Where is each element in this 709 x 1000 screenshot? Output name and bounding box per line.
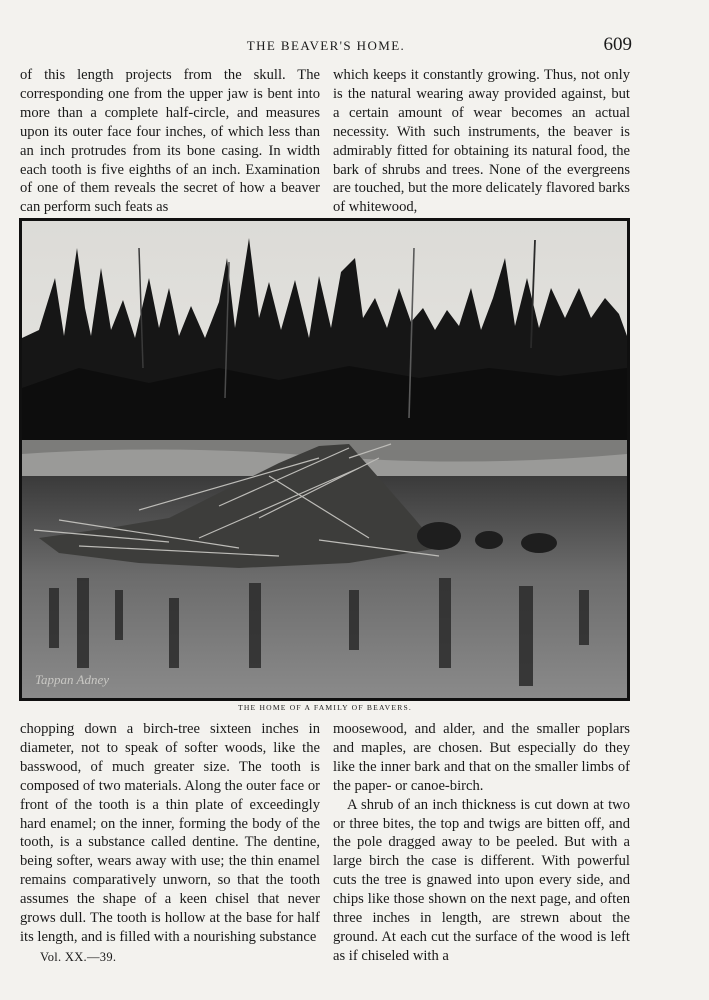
text-column-bottom-left [20,720,320,947]
figure-caption: THE HOME OF A FAMILY OF BEAVERS. [238,703,412,712]
illustration-art [19,218,630,701]
page-number: 609 [603,34,632,55]
volume-signature: Vol. XX.—39. [40,950,117,964]
paragraph: moosewood, and alder, and the smaller poplars and maples, are chosen. But especially do they like the inner bark and that on the smaller limbs of the paper- or canoe-birch. [333,721,630,794]
artist-signature: Tappan Adney [35,672,110,687]
text-column-bottom-right [333,720,630,966]
beaver-lodge-illustration [19,218,630,701]
paragraph: chopping down a birch-tree sixteen inches in diameter, not to speak of softer woods, like the basswood, of much greater size. The tooth is composed of two materials. Along the outer face or front of the tooth is a thin plate of exceedingly hard enamel; on the inner, forming the body of the tooth, is a substance called dentine. The dentine, being softer, wears away with use; the thin enamel remains comparatively unworn, so that the tooth assumes the shape of a keen chisel that never grows dull. The tooth is hollow at the base for half its length, and is filled with a nourishing substance [20,721,320,945]
text-column-top-right [333,66,630,217]
paragraph: A shrub of an inch thickness is cut down at two or three bites, the top and twigs are bitten off, and the pole dragged away to be peeled. But with a large birch the case is different. With powerful cuts the tree is gnawed into upon every side, and chips like those shown on the next page, and often three inches in length, are strewn about the ground. At each cut the surface of the wood is left as if chiseled with a [333,796,630,964]
page-header [20,34,632,60]
paragraph: of this length projects from the skull. The corresponding one from the upper jaw is bent into more than a complete half-circle, and measures upon its outer face four inches, of which less than an inch protrudes from its bone casing. In width each tooth is five eighths of an inch. Examination of one of them reveals the secret of how a beaver can perform such feats as [20,67,320,216]
text-column-top-left [20,66,320,217]
running-title: THE BEAVER'S HOME. [246,38,406,53]
paragraph: which keeps it constantly growing. Thus, not only is the natural wearing away provided against, but a certain amount of wear becomes an actual necessity. With such instruments, the beaver is admirably fitted for obtaining its natural food, the bark of shrubs and trees. None of the evergreens are touched, but the more delicately flavored barks of whitewood, [333,67,630,216]
